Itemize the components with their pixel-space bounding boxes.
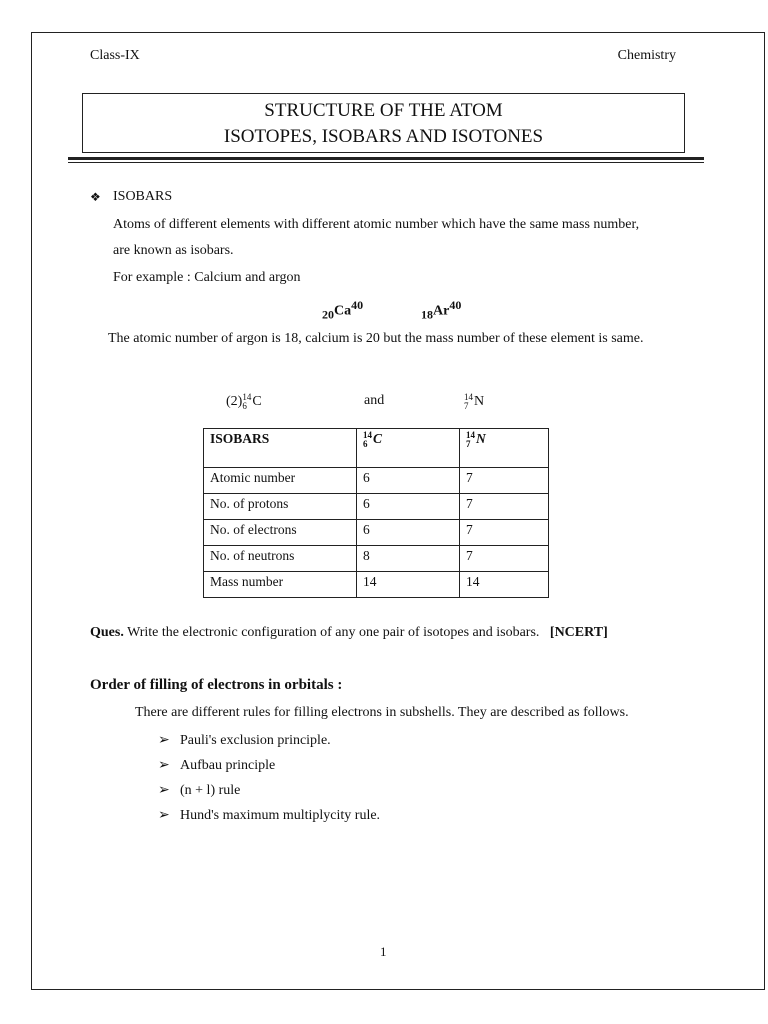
table-cell: 14 xyxy=(357,572,460,598)
table-row xyxy=(204,494,549,520)
carbon-symbol: C xyxy=(252,394,262,410)
calcium-atomic-number: 20 xyxy=(322,307,334,322)
isobars-table xyxy=(203,428,549,598)
page-number: 1 xyxy=(380,944,387,959)
example-intro: For example : Calcium and argon xyxy=(113,270,301,285)
table-carbon-symbol: C xyxy=(373,431,383,447)
list-item-label: Pauli's exclusion principle. xyxy=(180,733,331,748)
title-box xyxy=(82,93,685,153)
list-item xyxy=(158,732,331,749)
table-cell: 7 xyxy=(460,546,549,572)
example-and: and xyxy=(364,393,385,408)
isobars-definition-line-2: are known as isobars. xyxy=(113,243,234,258)
argon-mass-number: 40 xyxy=(449,298,462,312)
table-row xyxy=(204,572,549,598)
isobars-heading: ISOBARS xyxy=(113,189,173,204)
table-cell: 6 xyxy=(357,520,460,546)
arrow-bullet-icon: ➢ xyxy=(158,733,170,748)
arrow-bullet-icon: ➢ xyxy=(158,758,170,773)
table-header-isobars: ISOBARS xyxy=(204,429,357,468)
table-carbon-numbers: 14 6 xyxy=(363,430,372,449)
table-nitrogen-symbol: N xyxy=(476,431,486,447)
arrow-bullet-icon: ➢ xyxy=(158,783,170,798)
table-cell: 8 xyxy=(357,546,460,572)
order-heading: Order of filling of electrons in orbitals : xyxy=(90,677,343,693)
diamond-bullet-icon: ❖ xyxy=(90,190,101,204)
table-cell: 7 xyxy=(460,520,549,546)
carbon-nuclide-numbers: 14 6 xyxy=(242,392,252,411)
example-prefix: (2) xyxy=(226,394,243,410)
table-cell: Atomic number xyxy=(204,468,357,494)
table-nitrogen-numbers: 14 7 xyxy=(466,430,475,449)
isobars-definition-line-1: Atoms of different elements with different atomic number which have the same mass number, xyxy=(113,217,640,232)
header-class: Class-IX xyxy=(90,48,140,63)
title-line-2: ISOTOPES, ISOBARS AND ISOTONES xyxy=(223,126,544,147)
calcium-formula xyxy=(322,298,363,322)
arrow-bullet-icon: ➢ xyxy=(158,808,170,823)
table-cell: No. of protons xyxy=(204,494,357,520)
table-cell: No. of electrons xyxy=(204,520,357,546)
nitrogen-symbol: N xyxy=(474,394,485,410)
list-item xyxy=(158,757,275,774)
table-cell: 7 xyxy=(460,468,549,494)
title-line-1: STRUCTURE OF THE ATOM xyxy=(264,100,503,121)
calcium-symbol: Ca xyxy=(334,303,352,319)
table-header-carbon xyxy=(357,429,460,468)
table-row xyxy=(204,520,549,546)
table-cell: 6 xyxy=(357,468,460,494)
table-cell: 7 xyxy=(460,494,549,520)
question xyxy=(90,625,608,641)
argon-atomic-number: 18 xyxy=(421,307,433,322)
example-nitrogen xyxy=(464,393,484,411)
argon-formula xyxy=(421,298,461,322)
question-label: Ques. xyxy=(90,625,124,640)
question-source: [NCERT] xyxy=(549,625,608,640)
question-text: Write the electronic configuration of any one pair of isotopes and isobars. xyxy=(123,625,540,640)
table-row xyxy=(204,546,549,572)
table-cell: No. of neutrons xyxy=(204,546,357,572)
table-row xyxy=(204,468,549,494)
list-item-label: Aufbau principle xyxy=(180,758,276,773)
list-item xyxy=(158,782,240,799)
calcium-mass-number: 40 xyxy=(351,298,364,312)
order-intro: There are different rules for filling electrons in subshells. They are described as follows. xyxy=(135,705,629,720)
list-item-label: Hund's maximum multiplycity rule. xyxy=(180,808,381,823)
list-item-label: (n + l) rule xyxy=(180,783,241,798)
table-cell: Mass number xyxy=(204,572,357,598)
argon-symbol: Ar xyxy=(433,303,450,319)
table-cell: 6 xyxy=(357,494,460,520)
list-item xyxy=(158,807,380,824)
table-header-row xyxy=(204,429,549,468)
nitrogen-nuclide-numbers: 14 7 xyxy=(464,392,473,411)
title-rule-thick xyxy=(68,157,704,160)
example-carbon xyxy=(226,393,262,411)
table-header-nitrogen xyxy=(460,429,549,468)
isobars-explanation: The atomic number of argon is 18, calcium is 20 but the mass number of these element is same. xyxy=(108,331,644,346)
header-subject: Chemistry xyxy=(617,48,676,63)
table-cell: 14 xyxy=(460,572,549,598)
title-rule-thin xyxy=(68,162,704,163)
